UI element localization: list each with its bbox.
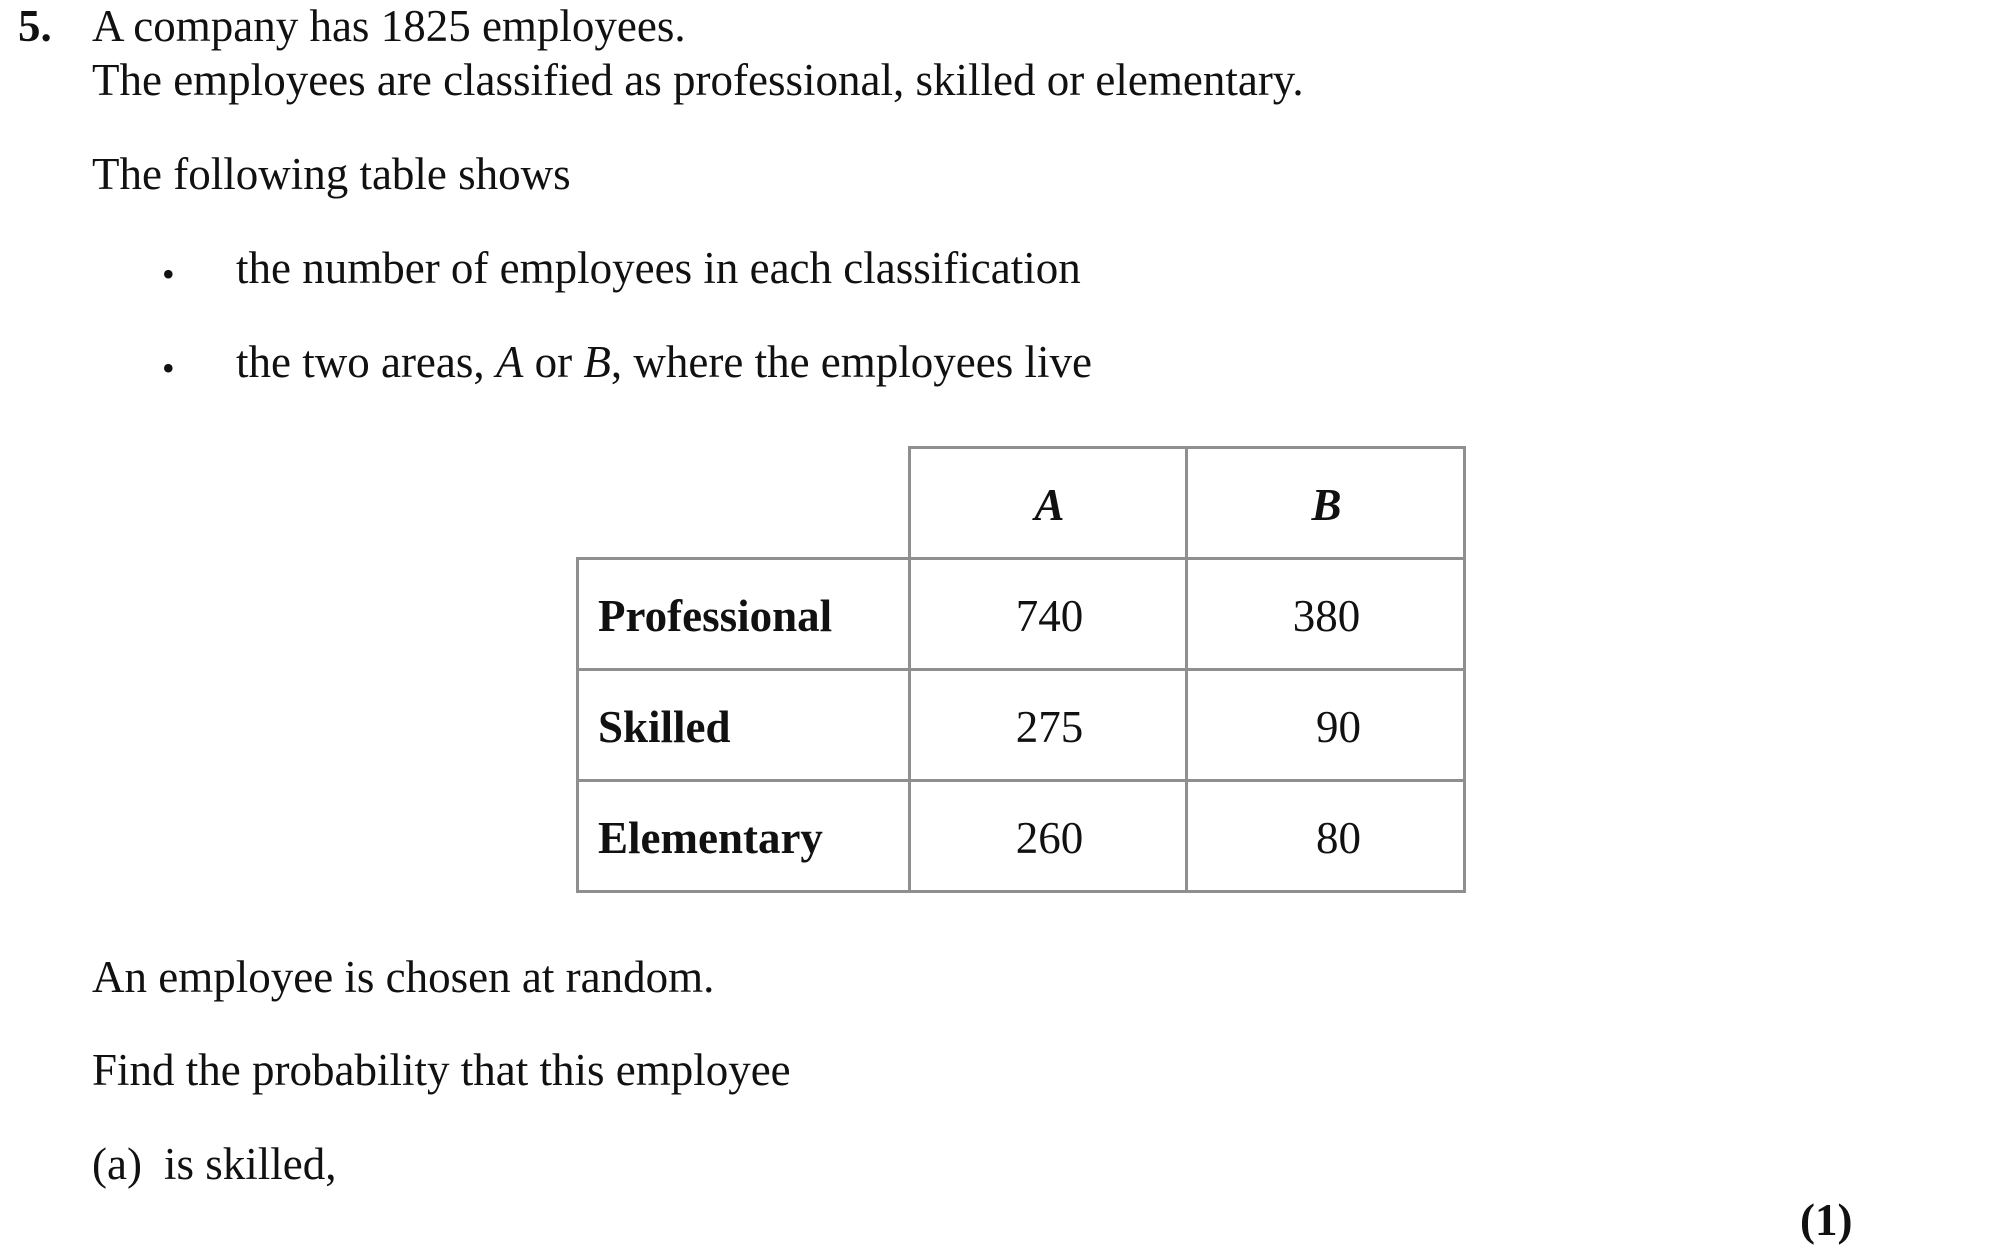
bullet-marker-2: •	[162, 348, 175, 388]
bullet-text-2-post: , where the employees live	[610, 337, 1092, 387]
table-bottom-border	[576, 890, 1466, 893]
table-left-border	[576, 557, 579, 893]
area-b-var: B	[583, 337, 611, 387]
row-label-skilled: Skilled	[598, 702, 731, 752]
cell-skilled-a: 275	[1015, 702, 1084, 752]
table-row-divider-2	[576, 668, 1466, 671]
cell-professional-b: 380	[1292, 591, 1361, 641]
bullet-text-2-mid: or	[523, 337, 584, 387]
part-a-label: (a)	[92, 1139, 142, 1189]
bullet-text-1: the number of employees in each classification	[236, 243, 1081, 293]
bullet-text-2-pre: the two areas,	[236, 337, 496, 387]
cell-elementary-b: 80	[1316, 813, 1361, 863]
cell-professional-a: 740	[1015, 591, 1084, 641]
table-intro: The following table shows	[92, 149, 571, 199]
column-header-b: B	[1311, 480, 1342, 530]
question-line-2: The employees are classified as professional, skilled or elementary.	[92, 55, 1304, 105]
question-line-1: A company has 1825 employees.	[92, 1, 686, 51]
table-row-divider-3	[576, 779, 1466, 782]
find-probability-line: Find the probability that this employee	[92, 1045, 791, 1095]
row-label-elementary: Elementary	[598, 813, 823, 863]
cell-skilled-b: 90	[1316, 702, 1361, 752]
table-row-divider-1	[576, 557, 1466, 560]
part-a-text: is skilled,	[164, 1139, 337, 1189]
row-label-professional: Professional	[598, 591, 833, 641]
question-number: 5.	[18, 1, 52, 51]
marks-indicator: (1)	[1800, 1195, 1853, 1245]
column-header-a: A	[1034, 480, 1065, 530]
bullet-marker-1: •	[162, 254, 175, 294]
area-a-var: A	[495, 337, 524, 387]
random-choice-line: An employee is chosen at random.	[92, 952, 715, 1002]
cell-elementary-a: 260	[1015, 813, 1084, 863]
bullet-text-2	[236, 337, 1092, 387]
